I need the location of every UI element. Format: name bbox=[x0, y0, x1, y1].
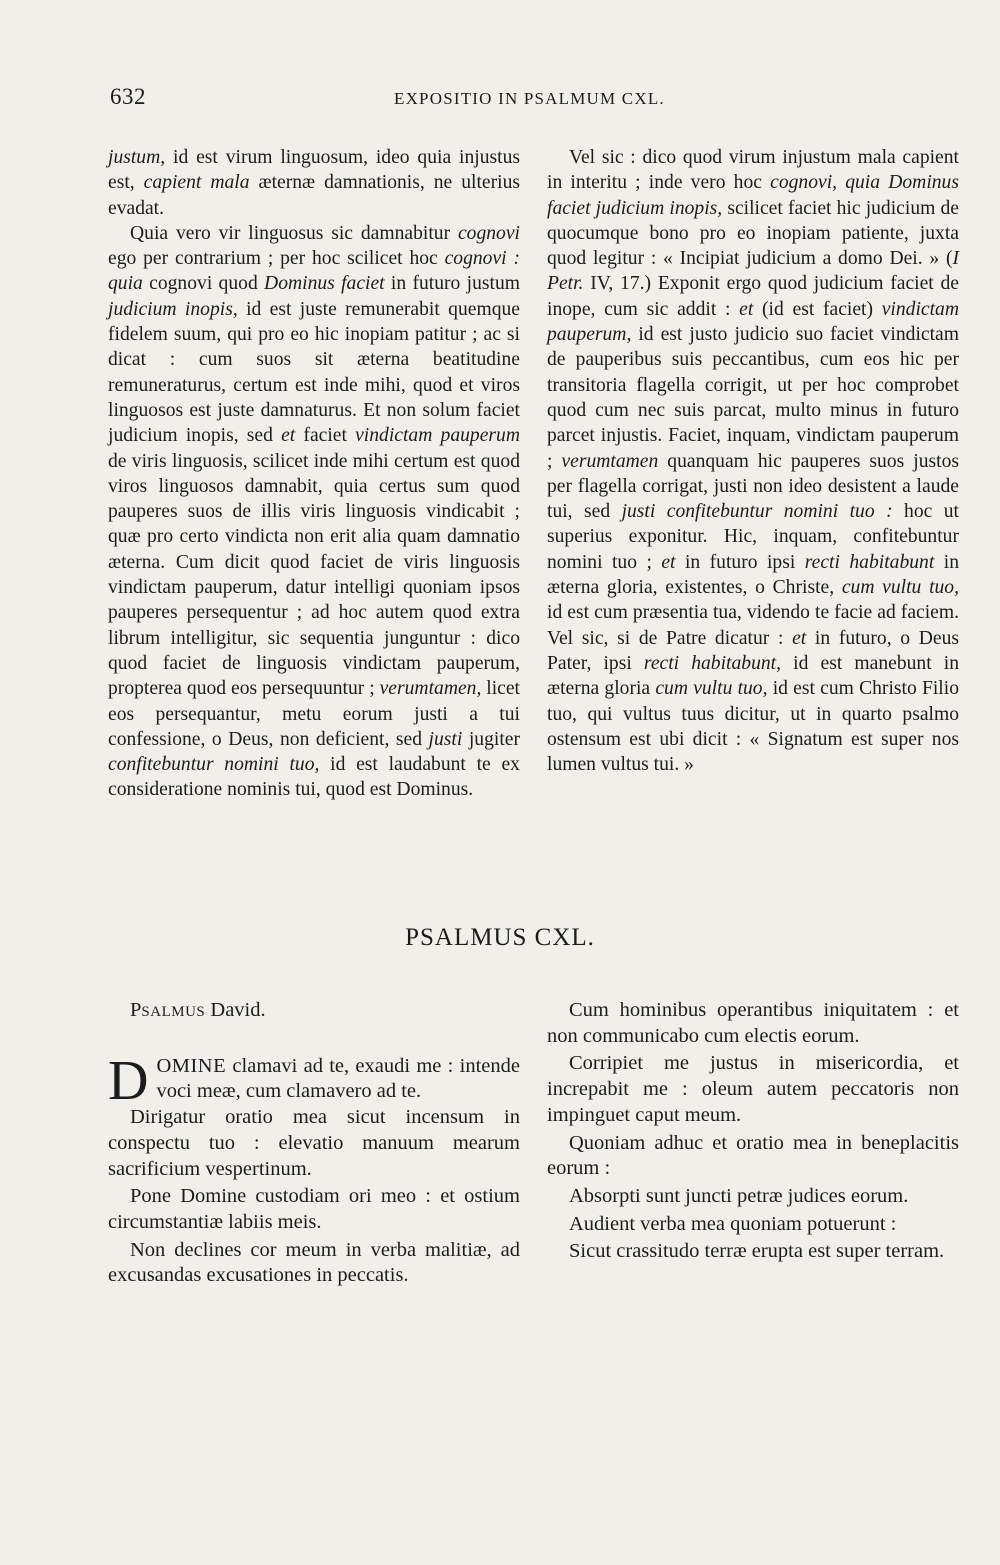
page-number: 632 bbox=[110, 84, 146, 109]
psalm-verse: Non declines cor meum in verba malitiæ, ad excusandas excusationes in peccatis. bbox=[108, 1238, 520, 1287]
psalm-title: PSALMUS CXL. bbox=[405, 924, 595, 951]
commentary-paragraph: Quia vero vir linguosus sic damnabitur cognovi ego per contrarium ; per hoc scilicet hoc cognovi : quia cognovi quod Dominus faciet in futuro justum judicium inopis, id est juste remunerabit quemque fidelem suum, qui pro eo hic inopiam patitur ; ac si dicat : cum suos sit æterna beatitudine remuneraturus, certum est inde mihi, quod et viros linguosos est juste damnaturus. Et non solum faciet judicium inopis, sed et faciet vindictam pauperum de viris linguosis, scilicet inde mihi certum est quod viros linguosos damnabit, quia certus sum quod pauperes suos de illis viris linguosis vindicabit ; quæ pro certo vindicta non erit alia quam damnatio æterna. Cum dicit quod faciet de viris linguosis vindictam pauperum, datur intelligi quoniam ipsos pauperes persequentur ; ad hoc autem quod extra librum intelligitur, sic sequentia junguntur : dico quod faciet de linguosis vindictam pauperum, propterea quod eos persequuntur ; verumtamen, licet eos persequantur, metu eorum justi a tui confessione, o Deus, non deficient, sed justi jugiter confitebuntur nomini tuo, id est laudabunt te ex consideratione nominis tui, quod est Dominus. bbox=[108, 222, 521, 801]
psalm-verse: Audient verba mea quoniam potuerunt : bbox=[569, 1212, 897, 1235]
psalm-verse: Quoniam adhuc et oratio mea in beneplacitis eorum : bbox=[547, 1131, 959, 1180]
page-header bbox=[110, 84, 960, 118]
psalm-verse: Corripiet me justus in misericordia, et increpabit me : oleum autem peccatoris non impinguet caput meum. bbox=[547, 1052, 959, 1126]
commentary-left-column bbox=[108, 145, 520, 803]
psalm-verse: Cum hominibus operantibus iniquitatem : et non communicabo cum electis eorum. bbox=[547, 999, 959, 1047]
psalm-verse: Dirigatur oratio mea sicut incensum in conspectu tuo : elevatio manuum mearum sacrificium vespertinum. bbox=[108, 1106, 520, 1180]
psalm-verse: Sicut crassitudo terræ erupta est super terram. bbox=[569, 1240, 945, 1263]
psalm-verse: Pone Domine custodiam ori meo : et ostium circumstantiæ labiis meis. bbox=[108, 1185, 520, 1233]
psalm-right-column bbox=[547, 998, 959, 1267]
psalm-verse: Absorpti sunt juncti petræ judices eorum. bbox=[569, 1184, 909, 1207]
commentary-paragraph: Vel sic : dico quod virum injustum mala capient in interitu ; inde vero hoc cognovi, quia Dominus faciet judicium inopis, scilicet faciet hic judicium de quocumque bono pro eo inopiam patiente, juxta quod legitur : « Incipiat judicium a domo Dei. » (I Petr. IV, 17.) Exponit ergo quod judicium faciet de inope, cum sic addit : et (id est faciet) vindictam pauperum, id est justo judicio suo faciet vindictam de pauperibus suis peccantibus, cum eos hic per transitoria flagella corrigit, ut per hoc comprobet quod cum nec suis parcat, multo minus in futuro parcet injustis. Faciet, inquam, vindictam pauperum ; verumtamen quanquam hic pauperes suos justos per flagella corrigat, justi non ideo desistent a laude tui, sed justi confitebuntur nomini tuo : hoc ut superius exponitur. Hic, inquam, confitebuntur nomini tuo ; et in futuro ipsi recti habitabunt in æterna gloria, existentes, o Christe, cum vultu tuo, id est cum præsentia tua, videndo te facie ad faciem. Vel sic, si de Patre dicatur : et in futuro, o Deus Pater, ipsi recti habitabunt, id est manebunt in æterna gloria cum vultu tuo, id est cum Christo Filio tuo, qui vultus tuus dicitur, ut in quarto psalmo ostensum est ubi dicit : « Signatum est super nos lumen vultus tui. » bbox=[547, 147, 960, 776]
psalm-heading: PSALMUS David. bbox=[130, 999, 266, 1021]
commentary-paragraph: justum, id est virum linguosum, ideo quia injustus est, capient mala æternæ damnationis, ne ulterius evadat. bbox=[108, 147, 521, 219]
commentary-right-column bbox=[547, 145, 959, 777]
psalm-left-column bbox=[108, 998, 520, 1291]
first-verse: DOMINE clamavi ad te, exaudi me : intende voci meæ, cum clamavero ad te. bbox=[108, 1049, 520, 1112]
running-head: EXPOSITIO IN PSALMUM CXL. bbox=[394, 89, 665, 108]
drop-capital: D bbox=[108, 1049, 149, 1112]
